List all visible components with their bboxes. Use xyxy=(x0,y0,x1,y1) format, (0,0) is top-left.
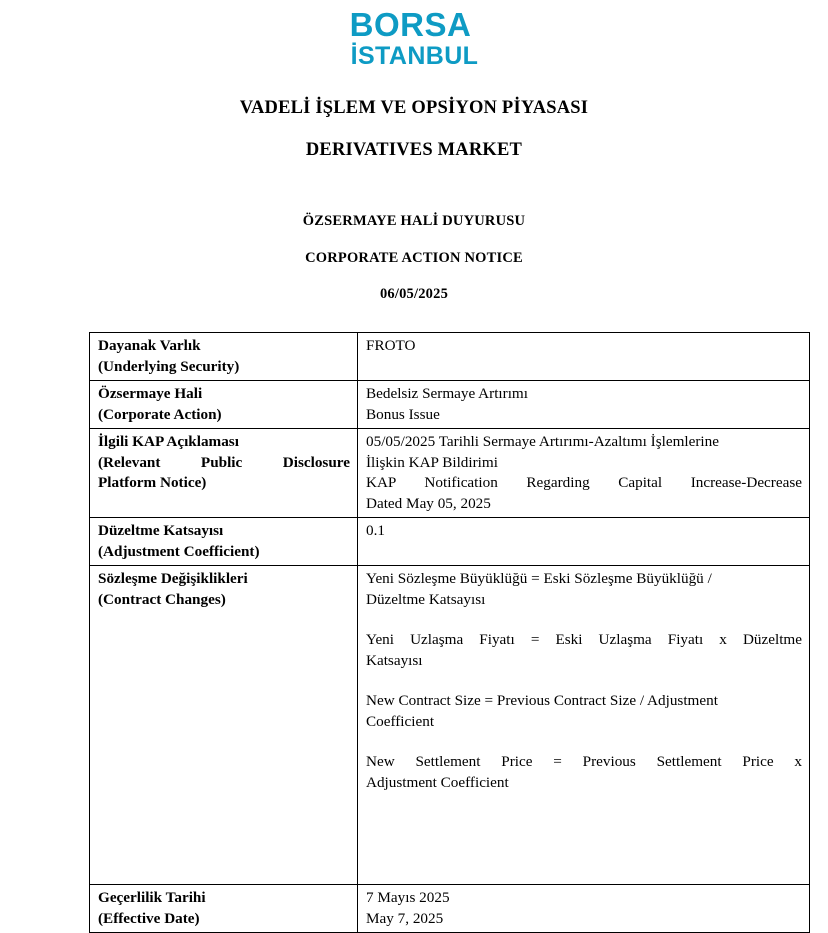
formula-3-line1: New Contract Size = Previous Contract Size / Adjustment xyxy=(366,692,718,709)
value-turkish-line1: 05/05/2025 Tarihli Sermaye Artırımı-Azaltımı İşlemlerine xyxy=(366,433,719,450)
row-label-contract-changes xyxy=(90,566,358,885)
value-spacer xyxy=(366,357,802,378)
row-value-adjustment-coefficient xyxy=(358,518,810,566)
label-english: (Contract Changes) xyxy=(98,590,226,608)
formula-3-line2: Coefficient xyxy=(366,712,435,730)
value-english-line2: Dated May 05, 2025 xyxy=(366,494,491,512)
logo-text-istanbul: İSTANBUL xyxy=(350,42,479,70)
value-line-turkish: Bedelsiz Sermaye Artırımı xyxy=(366,385,528,402)
value-english-line1: KAP Notification Regarding Capital Increase-Decrease xyxy=(366,474,802,491)
logo-text-borsa: BORSA xyxy=(349,6,472,43)
value-turkish-line2: İlişkin KAP Bildirimi xyxy=(366,453,498,471)
formula-4-line1: New Settlement Price = Previous Settlement Price x xyxy=(366,753,802,770)
label-turkish: İlgili KAP Açıklaması xyxy=(98,433,239,450)
row-label-underlying-security xyxy=(90,333,358,381)
value-line-turkish: 7 Mayıs 2025 xyxy=(366,889,450,906)
formula-2-line2: Katsayısı xyxy=(366,651,423,669)
label-english: (Underlying Security) xyxy=(98,357,240,375)
label-english: (Adjustment Coefficient) xyxy=(98,542,260,560)
label-turkish: Geçerlilik Tarihi xyxy=(98,889,206,906)
label-english-line1: (Relevant Public Disclosure xyxy=(98,453,350,471)
label-english: (Corporate Action) xyxy=(98,405,222,423)
market-title-english: DERIVATIVES MARKET xyxy=(305,140,523,160)
label-turkish: Dayanak Varlık xyxy=(98,337,201,354)
formula-2-line1: Yeni Uzlaşma Fiyatı = Eski Uzlaşma Fiyatı x Düzeltme xyxy=(366,631,802,648)
label-turkish: Sözleşme Değişiklikleri xyxy=(98,570,248,587)
value-spacer xyxy=(366,542,802,563)
notice-title-english: CORPORATE ACTION NOTICE xyxy=(305,250,523,266)
notice-date: 06/05/2025 xyxy=(379,286,449,302)
label-english: (Effective Date) xyxy=(98,909,200,927)
row-value-effective-date xyxy=(358,885,810,933)
value-line-english: Bonus Issue xyxy=(366,405,440,423)
borsa-istanbul-logo xyxy=(0,0,828,69)
value-line-english: May 7, 2025 xyxy=(366,909,444,927)
formula-1-line2: Düzeltme Katsayısı xyxy=(366,590,486,608)
table-row-underlying-security xyxy=(90,333,810,381)
table-row-adjustment-coefficient xyxy=(90,518,810,566)
notice-title-turkish: ÖZSERMAYE HALİ DUYURUSU xyxy=(302,213,526,229)
label-turkish: Özsermaye Hali xyxy=(98,385,203,402)
formula-4-line2: Adjustment Coefficient xyxy=(366,773,509,791)
table-row-effective-date xyxy=(90,885,810,933)
row-label-adjustment-coefficient xyxy=(90,518,358,566)
row-label-effective-date xyxy=(90,885,358,933)
table-row-corporate-action xyxy=(90,381,810,429)
row-label-kap-disclosure xyxy=(90,429,358,518)
row-value-contract-changes xyxy=(358,566,810,885)
table-row-contract-changes xyxy=(90,566,810,885)
paragraph-gap xyxy=(366,671,802,691)
paragraph-gap xyxy=(366,732,802,752)
value-line: 0.1 xyxy=(366,522,385,539)
corporate-action-table xyxy=(89,332,810,933)
paragraph-gap xyxy=(366,610,802,630)
row-value-kap-disclosure xyxy=(358,429,810,518)
row-value-underlying-security xyxy=(358,333,810,381)
label-english-line2: Platform Notice) xyxy=(98,474,207,491)
row-label-corporate-action xyxy=(90,381,358,429)
market-title-turkish: VADELİ İŞLEM VE OPSİYON PİYASASI xyxy=(239,98,589,118)
row-value-corporate-action xyxy=(358,381,810,429)
document-header xyxy=(0,98,828,303)
table-row-kap-disclosure xyxy=(90,429,810,518)
formula-1-line1: Yeni Sözleşme Büyüklüğü = Eski Sözleşme Büyüklüğü / xyxy=(366,570,712,587)
value-line: FROTO xyxy=(366,337,416,354)
label-turkish: Düzeltme Katsayısı xyxy=(98,522,224,539)
